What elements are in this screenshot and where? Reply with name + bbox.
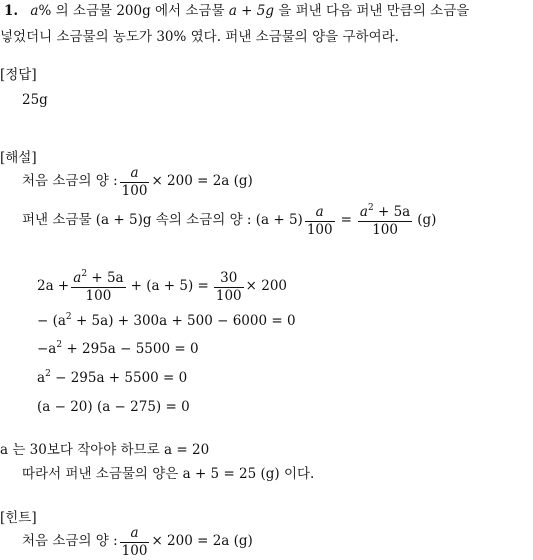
text: × 200 bbox=[245, 278, 288, 295]
text: + 5a) + 300a + 500 − 6000 = 0 bbox=[71, 313, 296, 329]
equation-4 bbox=[37, 369, 188, 386]
problem-line-1 bbox=[4, 5, 469, 19]
exponent: 2 bbox=[65, 312, 72, 322]
fraction-numerator bbox=[358, 205, 412, 221]
explanation-label: [해설] bbox=[0, 150, 37, 166]
equation-1 bbox=[37, 267, 287, 307]
fraction bbox=[71, 271, 125, 302]
fraction-denominator: 100 bbox=[85, 287, 112, 304]
text: × 200 = 2a (g) bbox=[151, 533, 253, 550]
exponent: 2 bbox=[56, 340, 63, 350]
fraction bbox=[120, 526, 150, 557]
fraction-numerator: 30 bbox=[214, 271, 244, 287]
hint-label: [힌트] bbox=[0, 510, 37, 526]
text: 처음 소금의 양 : bbox=[22, 173, 118, 190]
equation-5: (a − 20) (a − 275) = 0 bbox=[37, 399, 190, 415]
text: 퍼낸 소금물 (a + 5)g 속의 소금의 양 : (a + 5) bbox=[22, 212, 303, 229]
problem-text-part: 을 퍼낸 다음 퍼낸 만큼의 소금을 bbox=[274, 3, 470, 19]
var: a bbox=[359, 204, 368, 221]
answer-value: 25g bbox=[22, 92, 48, 108]
fraction-numerator: a bbox=[120, 526, 150, 542]
equals-sign: = bbox=[340, 212, 352, 229]
fraction-denominator: 100 bbox=[121, 182, 148, 199]
text: a bbox=[37, 370, 46, 386]
unit: (g) bbox=[417, 212, 437, 229]
exponent: 2 bbox=[81, 269, 88, 280]
problem-var-a: a bbox=[30, 3, 39, 19]
exponent: 2 bbox=[367, 203, 374, 214]
text: + 5a bbox=[87, 270, 124, 287]
fraction-denominator: 100 bbox=[121, 542, 148, 559]
fraction-denominator: 100 bbox=[372, 221, 398, 238]
text: + 5a bbox=[373, 204, 411, 221]
text: 2a + bbox=[37, 278, 70, 295]
text: − 295a + 5500 = 0 bbox=[50, 370, 188, 386]
fraction-numerator: a bbox=[305, 205, 335, 221]
exponent: 2 bbox=[45, 369, 51, 379]
var: a bbox=[73, 270, 82, 287]
problem-text-part: % 의 소금물 200g 에서 소금물 bbox=[38, 3, 229, 19]
conclusion-line: 따라서 퍼낸 소금물의 양은 a + 5 = 25 (g) 이다. bbox=[22, 466, 315, 482]
fraction-numerator: a bbox=[120, 166, 150, 182]
text: + (a + 5) = bbox=[130, 278, 209, 295]
text: − (a bbox=[37, 313, 66, 329]
fraction-numerator bbox=[71, 271, 125, 287]
fraction bbox=[120, 166, 150, 197]
equation-3 bbox=[37, 340, 199, 357]
equation-2 bbox=[37, 312, 296, 329]
problem-expr: a + 5g bbox=[228, 3, 274, 19]
text: + 295a − 5500 = 0 bbox=[62, 341, 199, 357]
condition-line: a 는 30보다 작아야 하므로 a = 20 bbox=[0, 442, 210, 458]
problem-number: 1. bbox=[4, 3, 19, 19]
fraction bbox=[305, 205, 335, 236]
fraction-denominator: 100 bbox=[306, 221, 333, 238]
text: × 200 = 2a (g) bbox=[151, 173, 253, 190]
fraction bbox=[358, 205, 412, 236]
fraction-denominator: 100 bbox=[215, 287, 242, 304]
text: 처음 소금의 양 : bbox=[22, 533, 118, 550]
explanation-line-1 bbox=[22, 163, 253, 201]
answer-label: [정답] bbox=[0, 67, 37, 83]
hint-line-1 bbox=[22, 524, 253, 560]
fraction bbox=[214, 271, 244, 302]
explanation-line-2 bbox=[22, 201, 436, 241]
text: −a bbox=[37, 341, 57, 357]
problem-line-2: 넣었더니 소금물의 농도가 30% 였다. 퍼낸 소금물의 양을 구하여라. bbox=[0, 29, 399, 45]
